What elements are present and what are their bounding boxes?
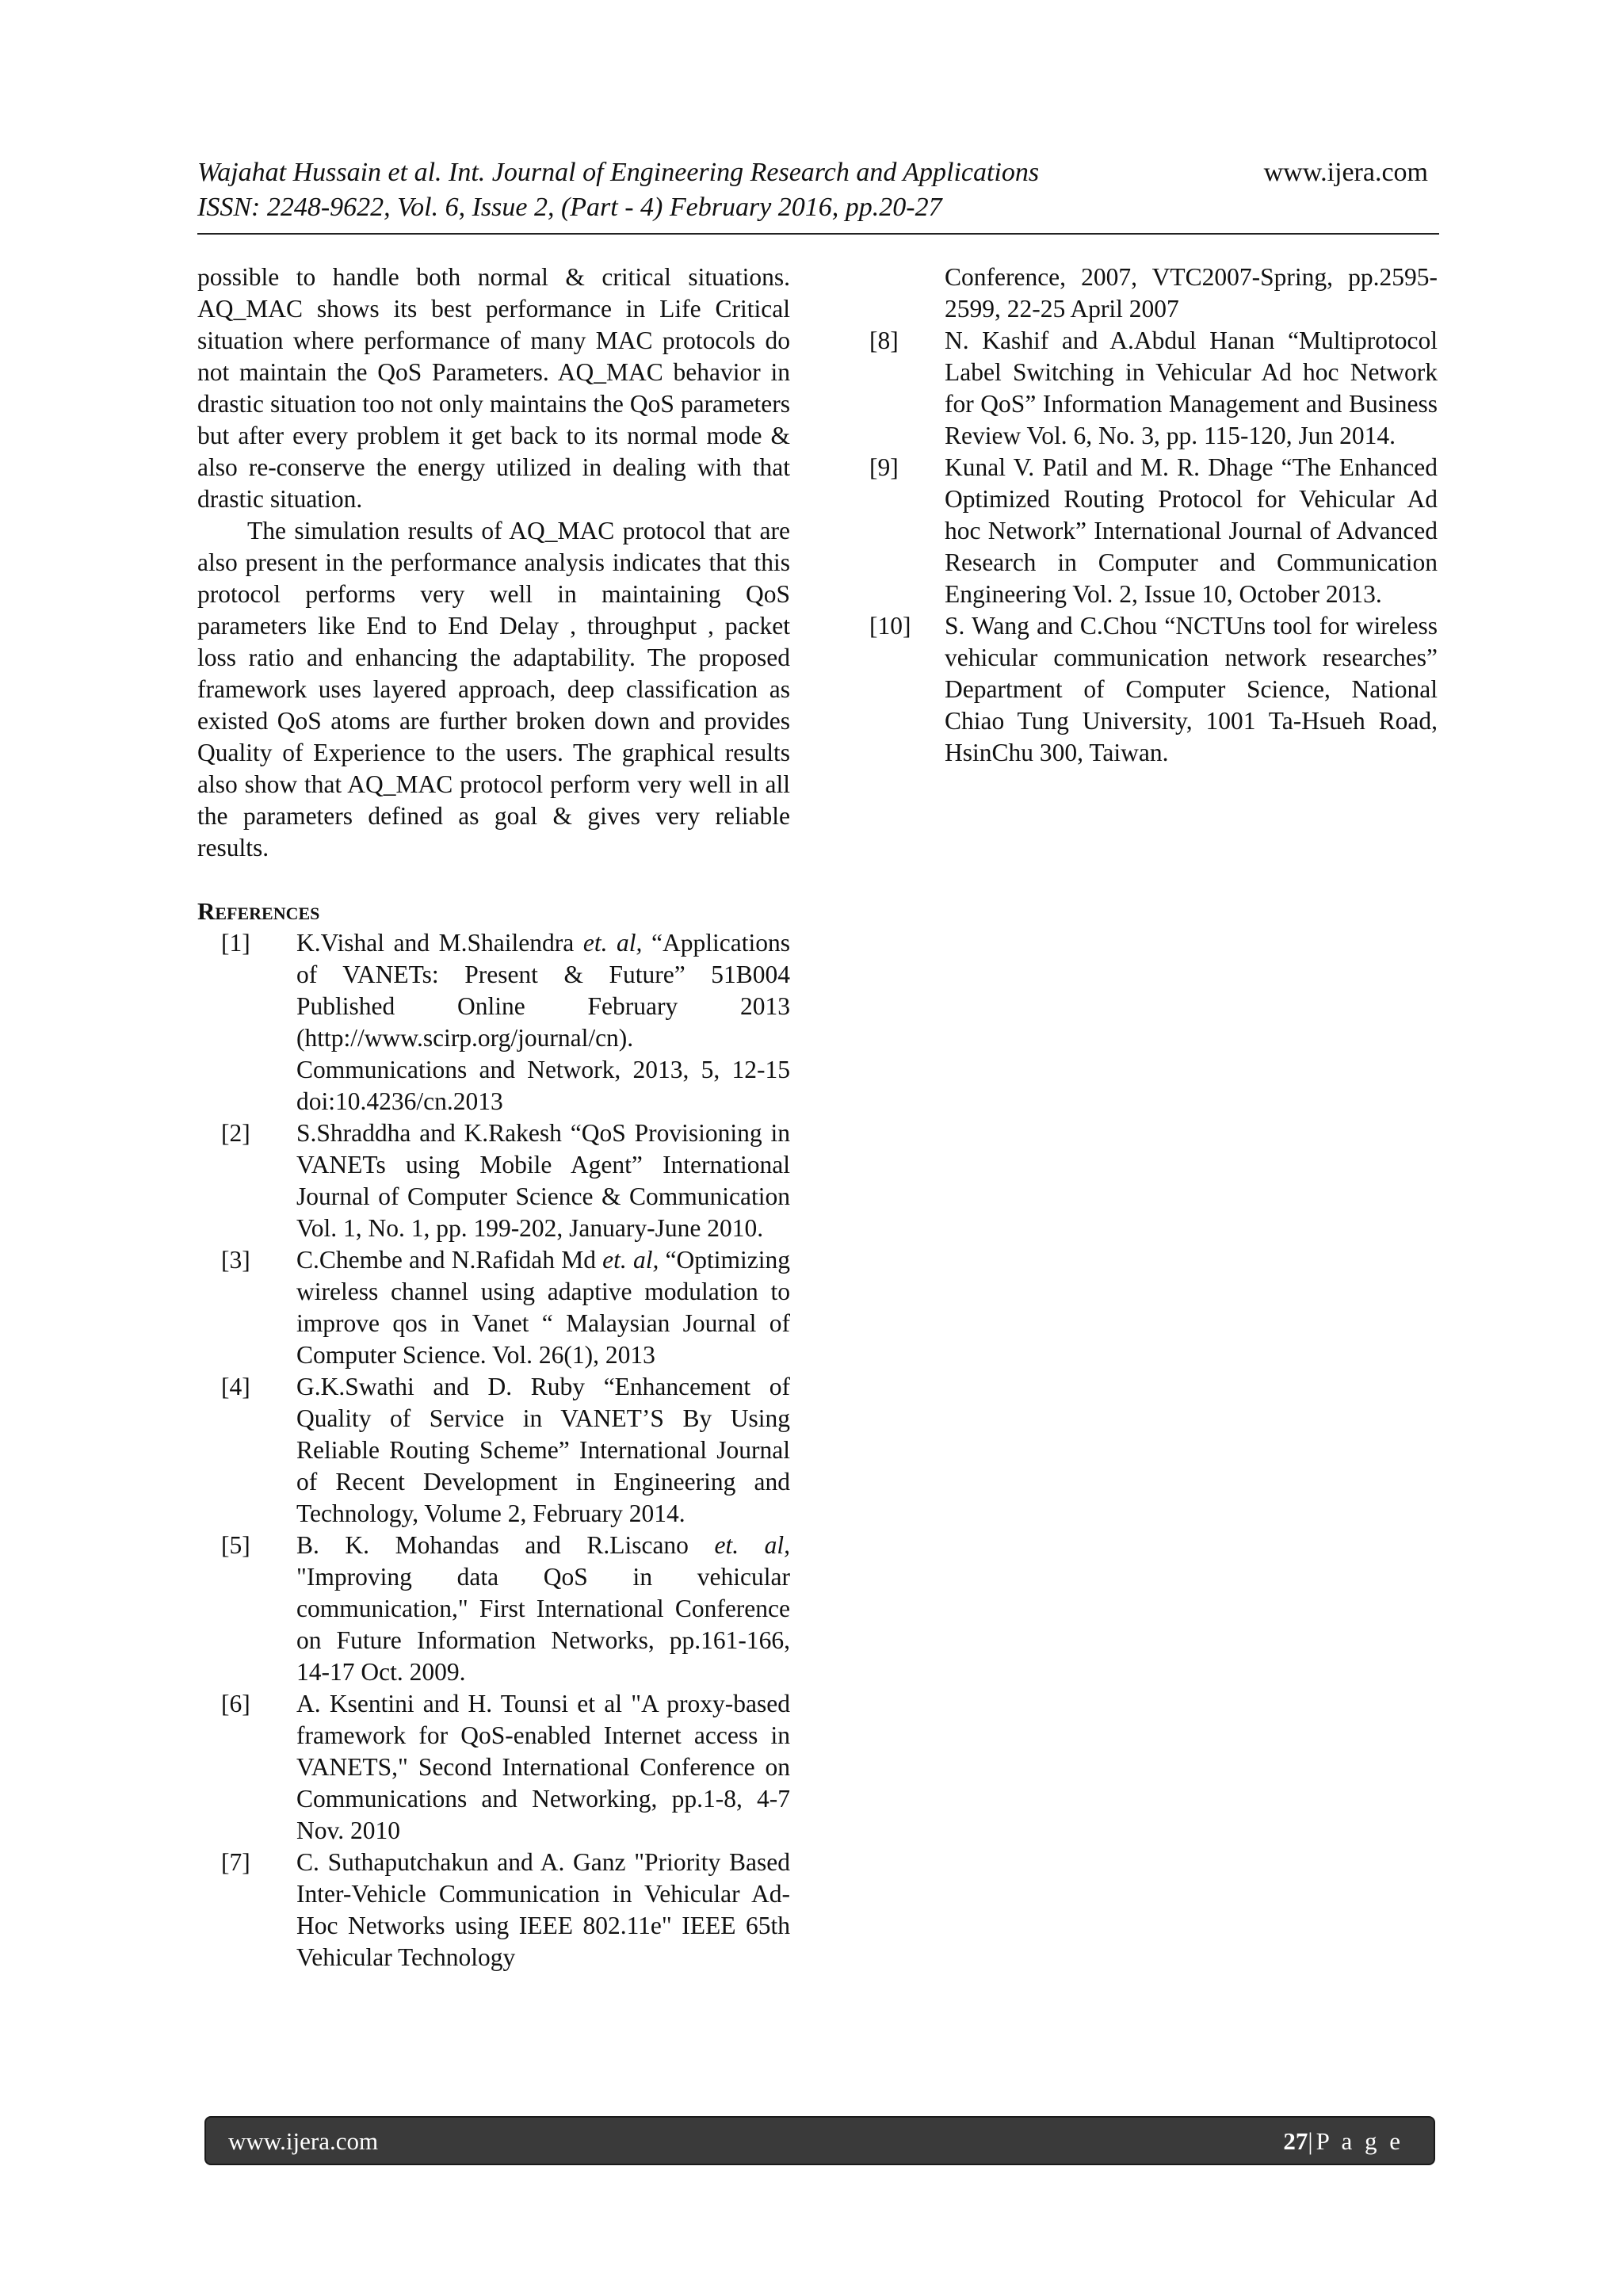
page-footer (204, 2116, 1435, 2165)
reference-number: [1] (221, 929, 250, 957)
reference-text: G.K.Swathi and D. Ruby “Enhancement of Quality of Service in VANET’S By Using Reliable Routing Scheme” International Journal of Recent Development in Engineering and Technology, Volume 2, February 2014. (296, 1373, 790, 1527)
reference-number: [4] (221, 1373, 250, 1400)
reference-text: B. K. Mohandas and R.Liscano et. al, "Improving data QoS in vehicular communication," First International Conference on Future Information Networks, pp.161-166, 14-17 Oct. 2009. (296, 1531, 790, 1686)
header-divider (197, 233, 1439, 235)
reference-text: K.Vishal and M.Shailendra et. al, “Applications of VANETs: Present & Future” 51B004 Published Online February 2013 (http://www.scirp.org/journal/cn). Communications and Network, 2013, 5, 12-15 doi:10.4236/cn.2013 (296, 929, 790, 1115)
body-paragraph: The simulation results of AQ_MAC protocol that are also present in the performance analysis indicates that this protocol performs very well in maintaining QoS parameters like End to End Delay , throughput , packet loss ratio and enhancing the adaptability. The proposed framework uses layered approach, deep classification as existed QoS atoms are further broken down and provides Quality of Experience to the users. The graphical results also show that AQ_MAC protocol perform very well in all the parameters defined as goal & gives very reliable results. (197, 517, 790, 861)
reference-item (869, 452, 1438, 610)
left-column (197, 262, 790, 1973)
reference-item (197, 927, 790, 1117)
reference-text: A. Ksentini and H. Tounsi et al "A proxy-based framework for QoS-enabled Internet access in VANETS," Second International Conference on Communications and Networking, pp.1-8, 4-7 Nov. 2010 (296, 1690, 790, 1844)
reference-item (197, 1117, 790, 1244)
reference-item (197, 1530, 790, 1688)
reference-number: [6] (221, 1690, 250, 1717)
reference-number: [7] (221, 1848, 250, 1876)
reference-number: [10] (869, 612, 911, 640)
issn-line: ISSN: 2248-9622, Vol. 6, Issue 2, (Part - 4) February 2016, pp.20-27 (197, 193, 942, 222)
journal-citation-line: Wajahat Hussain et al. Int. Journal of Engineering Research and Applications (197, 158, 1040, 187)
reference-item (869, 325, 1438, 452)
reference-item (869, 610, 1438, 769)
reference-text: C. Suthaputchakun and A. Ganz "Priority Based Inter-Vehicle Communication in Vehicular Ad-Hoc Networks using IEEE 802.11e" IEEE 65th Vehicular Technology (296, 1848, 790, 1971)
reference-number: [8] (869, 327, 899, 354)
reference-number: [9] (869, 453, 899, 481)
reference-text: C.Chembe and N.Rafidah Md et. al, “Optimizing wireless channel using adaptive modulation to improve qos in Vanet “ Malaysian Journal of Computer Science. Vol. 26(1), 2013 (296, 1246, 790, 1369)
reference-number: [3] (221, 1246, 250, 1274)
reference-item (197, 1688, 790, 1847)
reference-text: S. Wang and C.Chou “NCTUns tool for wireless vehicular communication network researches” Department of Computer Science, National Chiao Tung University, 1001 Ta-Hsueh Road, HsinChu 300, Taiwan. (945, 612, 1438, 766)
reference-text: S.Shraddha and K.Rakesh “QoS Provisioning in VANETs using Mobile Agent” International Journal of Computer Science & Communication Vol. 1, No. 1, pp. 199-202, January-June 2010. (296, 1119, 790, 1242)
reference-number: [5] (221, 1531, 250, 1559)
footer-website-link[interactable]: www.ijera.com (228, 2127, 379, 2155)
page-number: 27 (1283, 2127, 1308, 2155)
reference-item (197, 1244, 790, 1371)
page-number-label (1283, 2127, 1403, 2156)
page-word: |P a g e (1308, 2127, 1403, 2155)
body-paragraph: possible to handle both normal & critical situations. AQ_MAC shows its best performance in Life Critical situation where performance of many MAC protocols do not maintain the QoS Parameters. AQ_MAC behavior in drastic situation too not only maintains the QoS parameters but after every problem it get back to its normal mode & also re-conserve the energy utilized in dealing with that drastic situation. (197, 263, 790, 513)
reference-item (197, 1847, 790, 1973)
references-heading: References (197, 897, 320, 925)
reference-text: N. Kashif and A.Abdul Hanan “Multiprotocol Label Switching in Vehicular Ad hoc Network for QoS” Information Management and Business Review Vol. 6, No. 3, pp. 115-120, Jun 2014. (945, 327, 1438, 449)
reference-continuation: Conference, 2007, VTC2007-Spring, pp.2595-2599, 22-25 April 2007 (945, 263, 1438, 323)
reference-number: [2] (221, 1119, 250, 1147)
reference-list (197, 927, 790, 1973)
right-column (869, 262, 1438, 769)
reference-text: Kunal V. Patil and M. R. Dhage “The Enhanced Optimized Routing Protocol for Vehicular Ad hoc Network” International Journal of Advanced Research in Computer and Communication Engineering Vol. 2, Issue 10, October 2013. (945, 453, 1438, 608)
running-header (197, 155, 1439, 225)
journal-website-link[interactable]: www.ijera.com (1263, 158, 1428, 187)
reference-item (197, 1371, 790, 1530)
